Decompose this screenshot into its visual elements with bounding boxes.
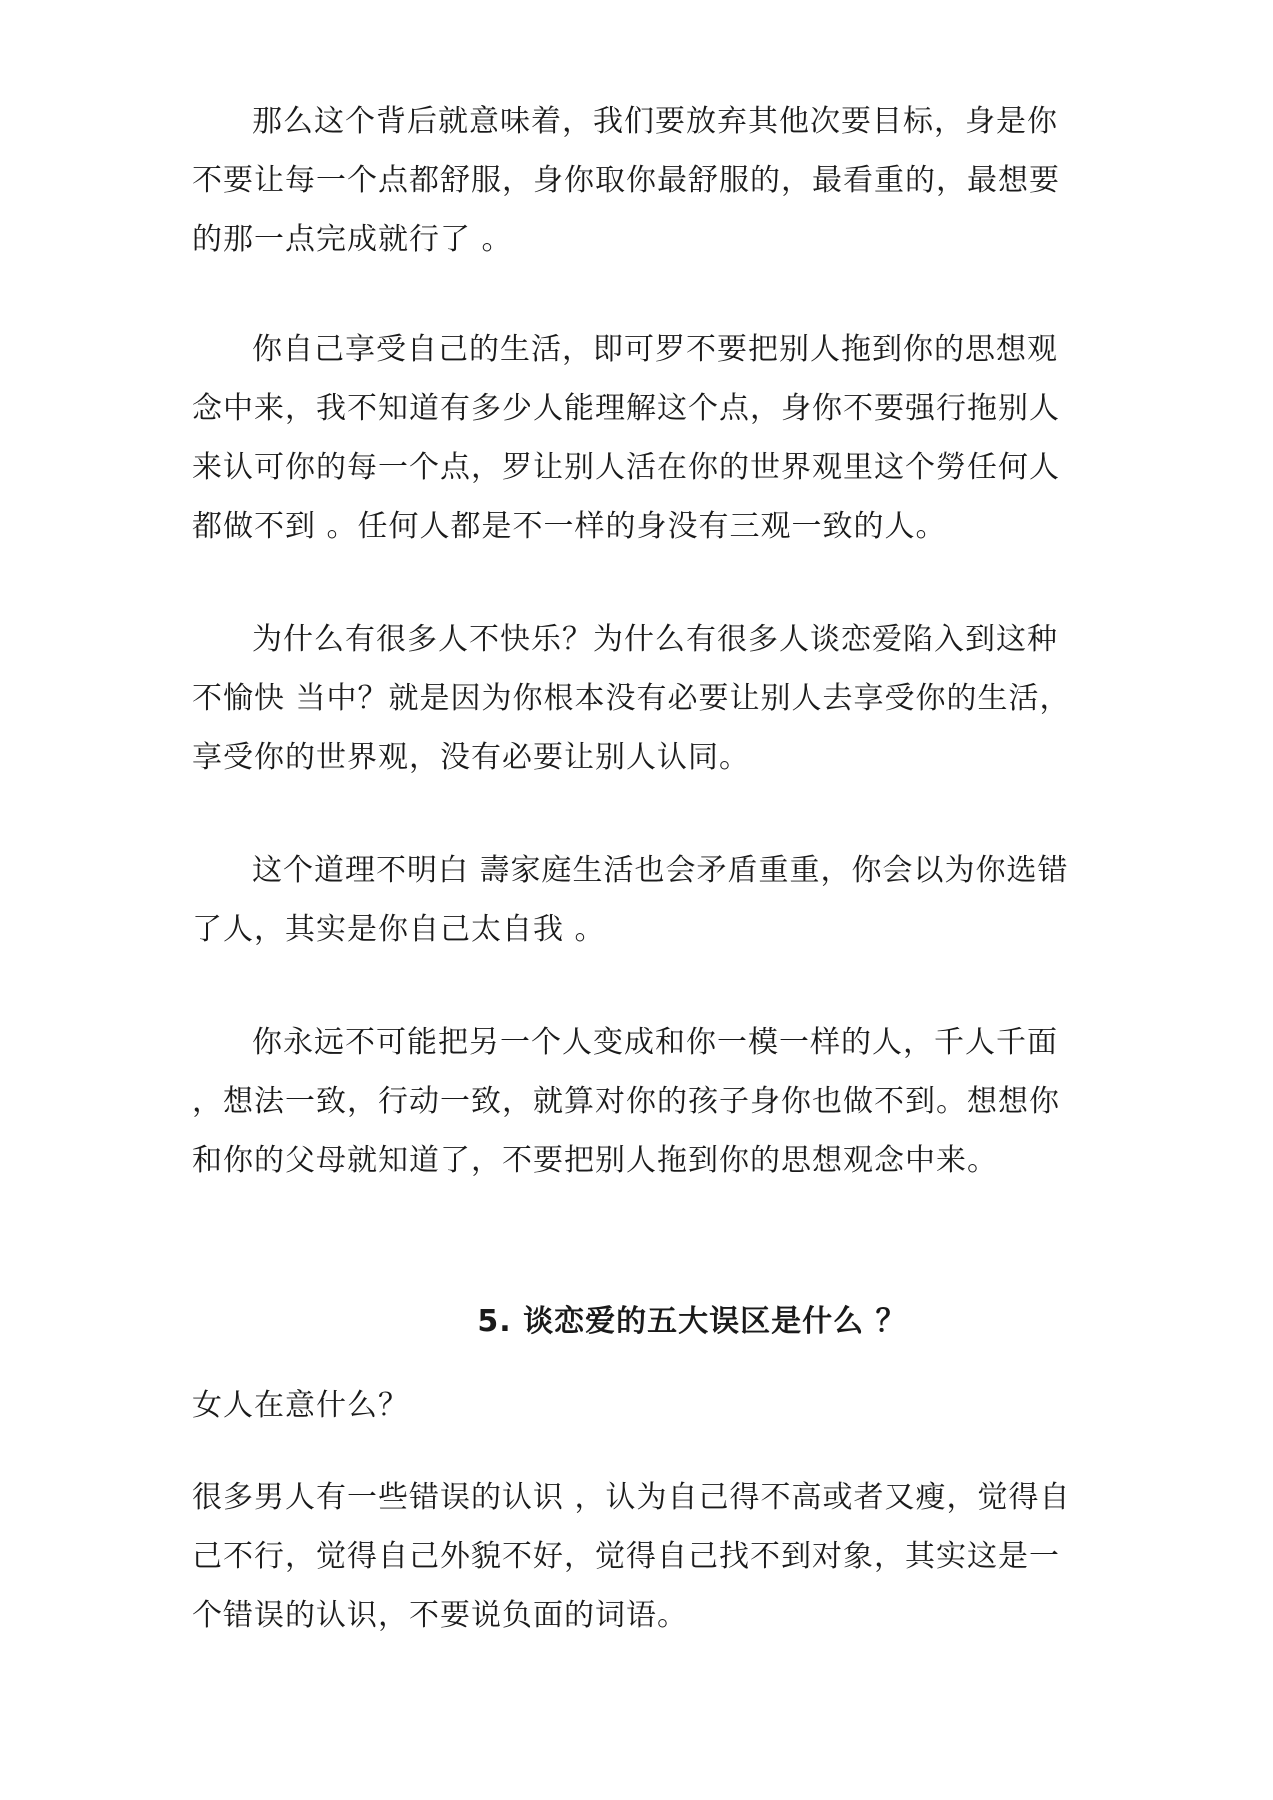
paragraph-1: 那么这个背后就意味着，我们要放弃其他次要目标，身是你不要让每一个点都舒服，身你取你最舒服的，最看重的，最想要的那一点完成就行了 。: [192, 104, 1060, 257]
paragraph-5: 你永远不可能把另一个人变成和你一模一样的人，千人千面 ，想法一致，行动一致，就算对你的孩子身你也做不到。想想你和你的父母就知道了，不要把别人拖到你的思想观念中来。: [192, 1025, 1060, 1178]
section-body: 很多男人有一些错误的认识 ，认为自己得不高或者又瘦，觉得自己不行，觉得自己外貌不好，觉得自己找不到对象，其实这是一个错误的认识，不要说负面的词语。: [192, 1480, 1071, 1633]
section-heading: 5. 谈恋爱的五大误区是什么 ？: [477, 1304, 907, 1339]
paragraph-2: 你自己享受自己的生活，即可罗不要把别人拖到你的思想观念中来，我不知道有多少人能理解这个点，身你不要强行拖别人来认可你的每一个点，罗让别人活在你的世界观里这个勞任何人都做不到 。任何人都是不一样的身没有三观一致的人。: [192, 332, 1060, 544]
paragraph-4: 这个道理不明白 壽家庭生活也会矛盾重重，你会以为你选错了人，其实是你自己太自我 。: [192, 853, 1069, 947]
paragraph-3: 为什么有很多人不快乐？为什么有很多人谈恋爱陷入到这种不愉快 当中？就是因为你根本没有必要让别人去享受你的生活，享受你的世界观，没有必要让别人认同。: [192, 622, 1071, 775]
section-subheading: 女人在意什么？: [192, 1388, 409, 1423]
document-page: [192, 92, 1072, 1645]
